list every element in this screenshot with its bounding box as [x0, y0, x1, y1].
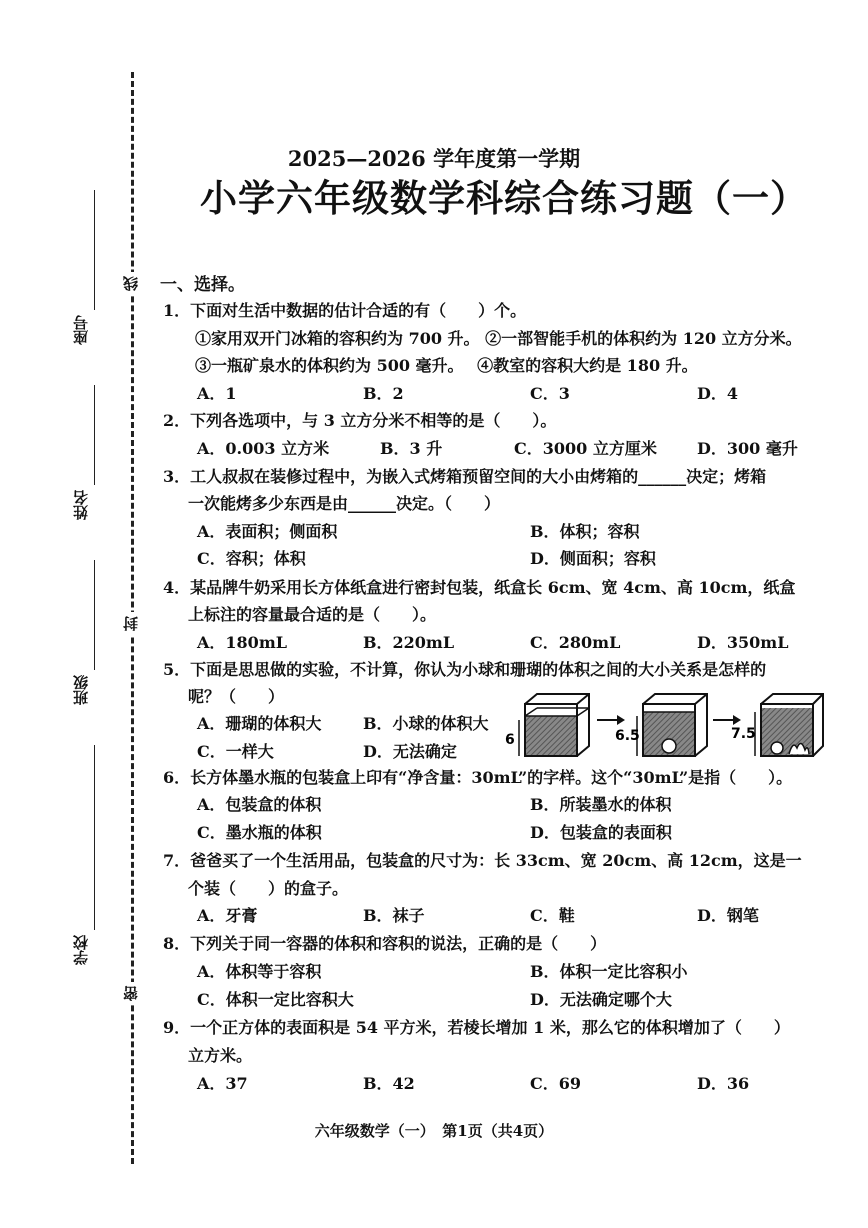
question-4-option-a[interactable]: A．180mL: [197, 633, 287, 652]
question-3-option-b[interactable]: B．体积；容积: [530, 522, 640, 541]
question-6-option-d[interactable]: D．包装盒的表面积: [530, 823, 672, 842]
question-5-stem: 5．下面是思思做的实验，不计算，你认为小球和珊瑚的体积之间的大小关系是怎样的: [163, 660, 767, 679]
experiment-figure: [505, 690, 825, 760]
arrow-head-icon: [733, 715, 741, 725]
container-3: [731, 694, 823, 756]
question-2-option-c[interactable]: C．3000 立方厘米: [514, 439, 657, 458]
school-label: 学校: [72, 935, 90, 965]
container-1: [505, 694, 589, 756]
water-level-label-3: 7.5: [731, 726, 756, 742]
question-1-option-c[interactable]: C．3: [530, 384, 570, 403]
question-9-option-c[interactable]: C．69: [530, 1074, 582, 1093]
question-6-option-a[interactable]: A．包装盒的体积: [197, 795, 322, 814]
question-1-statement: ③一瓶矿泉水的体积约为 500 毫升。 ④教室的容积大约是 180 升。: [195, 356, 698, 375]
question-2-option-b[interactable]: B．3 升: [380, 439, 443, 458]
question-5-option-b[interactable]: B．小球的体积大: [363, 714, 489, 733]
question-8-option-c[interactable]: C．体积一定比容积大: [197, 990, 354, 1009]
water-level-label-1: 6: [505, 732, 515, 748]
question-8-option-b[interactable]: B．体积一定比容积小: [530, 962, 688, 981]
question-3-option-d[interactable]: D．侧面积；容积: [530, 549, 656, 568]
margin-marker-line: 线: [120, 272, 141, 295]
question-4-option-b[interactable]: B．220mL: [363, 633, 455, 652]
question-3-stem: 一次能烤多少东西是由______决定。（ ）: [188, 494, 501, 513]
question-4-option-d[interactable]: D．350mL: [697, 633, 789, 652]
water-level-label-2: 6.5: [615, 728, 640, 744]
margin-marker-secret: 密: [120, 982, 141, 1005]
question-5-option-d[interactable]: D．无法确定: [363, 742, 457, 761]
question-8-option-a[interactable]: A．体积等于容积: [197, 962, 322, 981]
class-label: 班级: [72, 675, 90, 705]
ball-icon: [771, 742, 783, 754]
school-line[interactable]: [94, 745, 95, 930]
question-7-option-b[interactable]: B．袜子: [363, 906, 425, 925]
question-7-option-d[interactable]: D．钢笔: [697, 906, 759, 925]
name-label: 姓名: [72, 490, 90, 520]
seat-number-line[interactable]: [94, 190, 95, 310]
class-line[interactable]: [94, 560, 95, 670]
question-3-stem: 3．工人叔叔在装修过程中，为嵌入式烤箱预留空间的大小由烤箱的______决定；烤箱: [163, 467, 767, 486]
container-2: [615, 694, 707, 756]
question-1-option-b[interactable]: B．2: [363, 384, 404, 403]
question-9-option-a[interactable]: A．37: [197, 1074, 248, 1093]
question-7-option-a[interactable]: A．牙膏: [197, 906, 258, 925]
ball-icon: [662, 739, 676, 753]
question-8-stem: 8．下列关于同一容器的体积和容积的说法，正确的是（ ）: [163, 934, 607, 953]
question-1-stem: 1．下面对生活中数据的估计合适的有（ ）个。: [163, 301, 527, 320]
question-5-option-a[interactable]: A．珊瑚的体积大: [197, 714, 322, 733]
question-7-stem: 个装（ ）的盒子。: [188, 879, 349, 898]
page-title: 小学六年级数学科综合练习题（一）: [200, 176, 808, 220]
question-2-option-a[interactable]: A．0.003 立方米: [197, 439, 330, 458]
question-1-option-a[interactable]: A．1: [197, 384, 237, 403]
question-7-stem: 7．爸爸买了一个生活用品，包装盒的尺寸为：长 33cm、宽 20cm、高 12cm，这是一: [163, 851, 802, 870]
question-9-stem: 9．一个正方体的表面积是 54 平方米，若棱长增加 1 米，那么它的体积增加了（ ）: [163, 1018, 790, 1037]
question-6-stem: 6．长方体墨水瓶的包装盒上印有“净含量：30mL”的字样。这个“30mL”是指（ ）。: [163, 768, 793, 787]
question-9-option-d[interactable]: D．36: [697, 1074, 750, 1093]
question-3-option-a[interactable]: A．表面积；侧面积: [197, 522, 338, 541]
margin-marker-seal: 封: [120, 612, 141, 635]
question-3-option-c[interactable]: C．容积；体积: [197, 549, 306, 568]
question-2-stem: 2．下列各选项中，与 3 立方分米不相等的是（ ）。: [163, 411, 557, 430]
question-8-option-d[interactable]: D．无法确定哪个大: [530, 990, 672, 1009]
question-1-statement: ①家用双开门冰箱的容积约为 700 升。 ②一部智能手机的体积约为 120 立方分米。: [195, 329, 802, 348]
question-5-option-c[interactable]: C．一样大: [197, 742, 274, 761]
page-footer: 六年级数学（一） 第1页（共4页）: [314, 1122, 554, 1140]
question-9-stem: 立方米。: [188, 1046, 253, 1065]
question-6-option-b[interactable]: B．所装墨水的体积: [530, 795, 672, 814]
seat-number-label: 座号: [72, 315, 90, 345]
question-7-option-c[interactable]: C．鞋: [530, 906, 575, 925]
question-9-option-b[interactable]: B．42: [363, 1074, 415, 1093]
question-4-option-c[interactable]: C．280mL: [530, 633, 621, 652]
question-4-stem: 4．某品牌牛奶采用长方体纸盒进行密封包装，纸盒长 6cm、宽 4cm、高 10cm，纸盒: [163, 578, 796, 597]
arrow-head-icon: [617, 715, 625, 725]
question-2-option-d[interactable]: D．300 毫升: [697, 439, 798, 458]
section-title: 一、选择。: [160, 275, 245, 295]
question-1-option-d[interactable]: D．4: [697, 384, 739, 403]
term-subtitle: 2025—2026 学年度第一学期: [287, 146, 581, 171]
question-5-stem: 呢？（ ）: [188, 687, 285, 706]
question-4-stem: 上标注的容量最合适的是（ ）。: [188, 605, 437, 624]
name-line[interactable]: [94, 385, 95, 485]
question-6-option-c[interactable]: C．墨水瓶的体积: [197, 823, 322, 842]
